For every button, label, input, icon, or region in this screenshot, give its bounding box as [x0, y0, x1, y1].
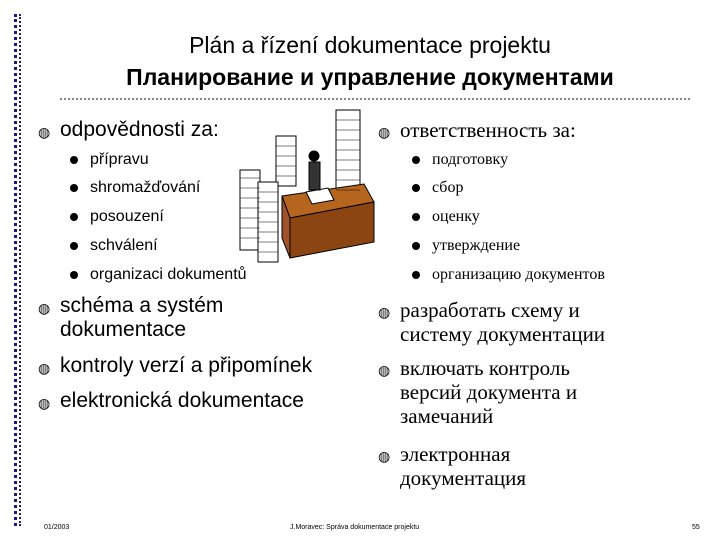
- left-item-text: organizaci dokumentů: [90, 266, 247, 283]
- right-bullet: [378, 356, 578, 428]
- right-item: [432, 207, 480, 227]
- left-item: [90, 207, 164, 227]
- right-bullet-line: включать контроль: [400, 356, 570, 380]
- right-bullet: [378, 298, 606, 346]
- footer-date: 01/2003: [44, 524, 70, 531]
- desk-with-paper-stacks-icon: [236, 106, 378, 270]
- dot-bullet-icon: [70, 242, 78, 250]
- m-bullet-icon: ◍: [38, 396, 51, 412]
- left-bullet-line: dokumentace: [60, 318, 187, 341]
- right-item-text: утверждение: [432, 237, 521, 254]
- m-bullet-icon: ◍: [378, 449, 391, 465]
- m-bullet-icon: ◍: [378, 125, 391, 141]
- slide-title-cz: Plán a řízení dokumentace projektu: [189, 32, 551, 58]
- footer-page-number: 55: [692, 524, 700, 531]
- left-bullet-line: kontroly verzí a připomínek: [60, 354, 313, 377]
- left-item-text: posouzení: [90, 208, 164, 225]
- left-item: [90, 265, 247, 285]
- left-bullet: [38, 389, 304, 413]
- m-bullet-icon: ◍: [38, 361, 51, 377]
- left-bullet-line: elektronická dokumentace: [60, 389, 304, 412]
- left-bullet: [38, 294, 224, 342]
- right-bullet: [378, 442, 527, 490]
- left-dotted-border-inner: [19, 14, 24, 526]
- m-bullet-icon: ◍: [38, 125, 51, 141]
- left-bullet-line: schéma a systém: [60, 294, 224, 317]
- right-item-text: подготовку: [432, 151, 509, 168]
- right-heading: [378, 118, 576, 142]
- dot-bullet-icon: [70, 156, 78, 164]
- left-heading: [38, 118, 219, 142]
- left-item: [90, 150, 149, 170]
- right-item: [432, 178, 463, 198]
- slide-title-ru: Планирование и управление документами: [126, 64, 614, 90]
- right-item: [432, 150, 508, 170]
- right-item: [432, 236, 520, 256]
- right-item: [432, 265, 605, 285]
- left-item-text: schválení: [90, 237, 158, 254]
- right-bullet-line: версий документа и: [400, 380, 578, 404]
- dot-bullet-icon: [412, 156, 420, 164]
- dot-bullet-icon: [412, 271, 420, 279]
- m-bullet-icon: ◍: [378, 305, 391, 321]
- footer-center: J.Moravec: Správa dokumentace projektu: [290, 524, 420, 531]
- right-heading-text: ответственность за:: [400, 118, 576, 142]
- right-item-text: оценку: [432, 208, 480, 225]
- dot-bullet-icon: [70, 184, 78, 192]
- right-item-text: сбор: [432, 179, 464, 196]
- m-bullet-icon: ◍: [38, 301, 51, 317]
- dot-bullet-icon: [412, 184, 420, 192]
- left-item-text: přípravu: [90, 151, 149, 168]
- dot-bullet-icon: [412, 242, 420, 250]
- dot-bullet-icon: [70, 271, 78, 279]
- left-heading-text: odpovědnosti za:: [60, 118, 219, 141]
- dot-bullet-icon: [412, 213, 420, 221]
- right-bullet-line: разработать схему и: [400, 298, 580, 322]
- left-item: [90, 236, 158, 256]
- left-bullet: [38, 354, 313, 378]
- right-bullet-line: документация: [400, 466, 527, 490]
- left-item-text: shromažďování: [90, 179, 201, 196]
- dot-bullet-icon: [70, 213, 78, 221]
- right-bullet-line: систему документации: [400, 322, 606, 346]
- right-bullet-line: замечаний: [400, 404, 494, 428]
- title-divider: [60, 98, 690, 100]
- m-bullet-icon: ◍: [378, 363, 391, 379]
- right-bullet-line: электронная: [400, 442, 511, 466]
- left-item: [90, 178, 200, 198]
- right-item-text: организацию документов: [432, 266, 605, 283]
